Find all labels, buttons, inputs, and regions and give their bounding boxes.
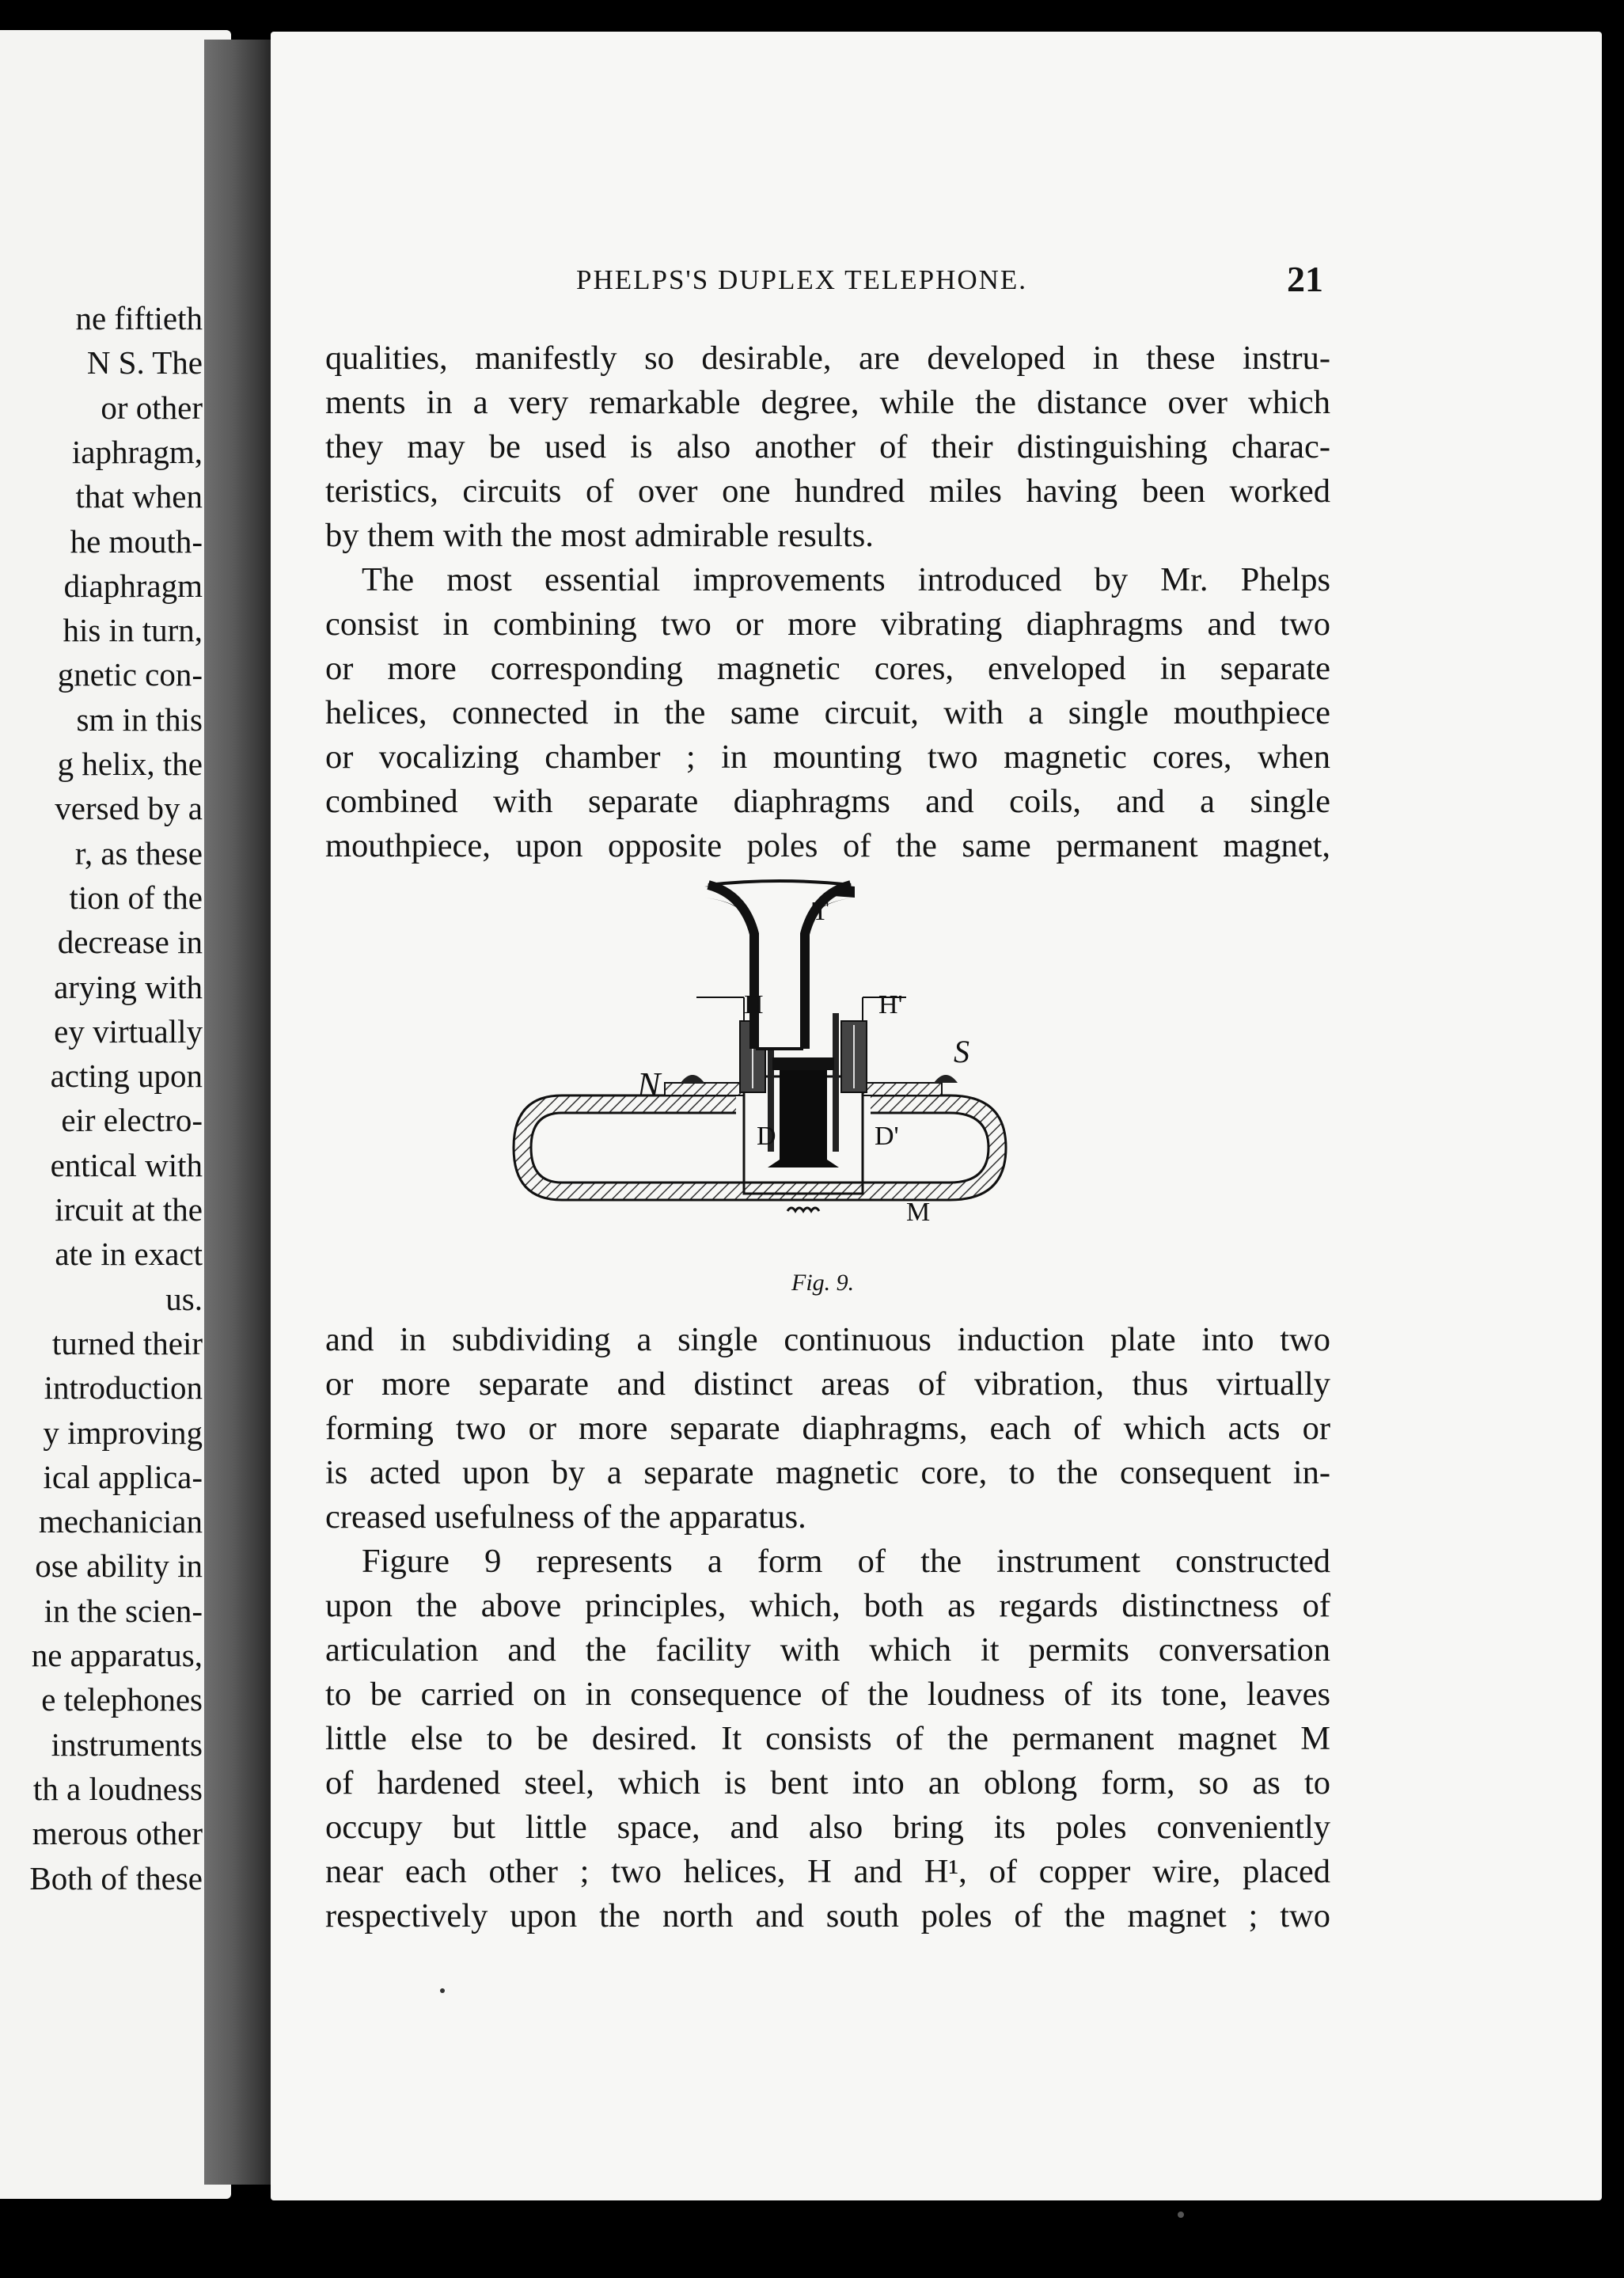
text-line: The most essential improvements introduced by Mr. Phelps xyxy=(362,561,1330,598)
left-page-line: arying with xyxy=(54,968,203,1005)
text-line: or more separate and distinct areas of vibration, thus virtually xyxy=(325,1365,1330,1403)
figure-9-duplex-telephone-diagram xyxy=(507,879,1140,1259)
left-page-line: mechanician xyxy=(38,1503,203,1540)
text-line: respectively upon the north and south poles of the magnet ; two xyxy=(325,1897,1330,1934)
paper-speck xyxy=(440,1988,445,1993)
left-page-line: in the scien- xyxy=(44,1592,203,1629)
text-line: or more corresponding magnetic cores, enveloped in separate xyxy=(325,650,1330,687)
text-line: little else to be desired. It consists of the permanent magnet M xyxy=(325,1720,1330,1757)
text-line: consist in combining two or more vibrating diaphragms and two xyxy=(325,606,1330,643)
label-M: M xyxy=(906,1198,931,1227)
paper-speck xyxy=(1178,2212,1184,2218)
left-page-line: entical with xyxy=(50,1146,203,1183)
mouthpiece-T xyxy=(708,881,851,1049)
left-page-line: sm in this xyxy=(76,700,203,738)
left-page-line: ne fiftieth xyxy=(75,300,203,336)
running-head: PHELPS'S DUPLEX TELEPHONE. xyxy=(576,264,1028,295)
book-gutter xyxy=(204,40,277,2185)
text-line: of hardened steel, which is bent into an oblong form, so as to xyxy=(325,1764,1330,1802)
text-line: is acted upon by a separate magnetic core, to the consequent in- xyxy=(325,1454,1330,1491)
text-line: and in subdividing a single continuous induction plate into two xyxy=(325,1321,1330,1358)
label-T: T xyxy=(812,897,829,926)
text-line: combined with separate diaphragms and coils, and a single xyxy=(325,783,1330,820)
left-page-line: ircuit at the xyxy=(55,1191,203,1228)
text-line: qualities, manifestly so desirable, are developed in these instru- xyxy=(325,340,1330,377)
text-line: occupy but little space, and also bring its poles conveniently xyxy=(325,1809,1330,1846)
text-line: by them with the most admirable results. xyxy=(325,517,874,554)
left-page-line: iaphragm, xyxy=(71,433,203,470)
left-page-line: eir electro- xyxy=(61,1102,203,1139)
left-page-line: introduction xyxy=(44,1369,203,1407)
left-page-line: r, as these xyxy=(74,834,203,871)
label-N: N xyxy=(637,1065,661,1104)
left-facing-page xyxy=(0,30,231,2199)
page-number: 21 xyxy=(1287,259,1323,299)
left-page-line: ate in exact xyxy=(55,1236,203,1273)
left-page-line: g helix, the xyxy=(57,746,203,782)
left-page-line: y improving xyxy=(43,1414,203,1451)
left-page-line: us. xyxy=(165,1280,203,1317)
label-H1: H' xyxy=(878,990,903,1019)
label-S: S xyxy=(954,1034,969,1069)
text-line: forming two or more separate diaphragms, each of which acts or xyxy=(325,1410,1330,1447)
left-page-line: or other xyxy=(101,389,203,426)
left-page-line: th a loudness xyxy=(32,1770,203,1807)
text-line: they may be used is also another of their distinguishing charac- xyxy=(325,428,1330,465)
left-page-line: ical applica- xyxy=(43,1458,203,1495)
left-page-line: turned their xyxy=(51,1324,203,1361)
left-page-line: e telephones xyxy=(41,1681,203,1718)
text-line: to be carried on in consequence of the loudness of its tone, leaves xyxy=(325,1676,1330,1713)
text-line: creased usefulness of the apparatus. xyxy=(325,1498,806,1536)
left-page-line: ne apparatus, xyxy=(31,1637,203,1673)
text-line: teristics, circuits of over one hundred miles having been worked xyxy=(325,473,1330,510)
left-page-line: versed by a xyxy=(55,790,203,827)
left-page-line: he mouth- xyxy=(70,522,203,560)
text-line: helices, connected in the same circuit, with a single mouthpiece xyxy=(325,694,1330,731)
left-page-line: N S. The xyxy=(86,344,203,382)
left-page-line: that when xyxy=(75,478,203,515)
left-page-line: ey virtually xyxy=(54,1012,203,1050)
left-page-line: ose ability in xyxy=(35,1547,203,1585)
left-page-line: his in turn, xyxy=(63,612,203,649)
figure-caption: Fig. 9. xyxy=(791,1270,855,1296)
text-line: upon the above principles, which, both as regards distinctness of xyxy=(325,1587,1330,1624)
label-H: H xyxy=(744,990,764,1019)
left-page-line: merous other xyxy=(32,1815,203,1852)
left-page-line: Both of these xyxy=(29,1859,203,1896)
label-D1: D' xyxy=(875,1122,899,1151)
text-line: articulation and the facility with which it permits conversation xyxy=(325,1631,1330,1669)
label-D: D xyxy=(757,1122,776,1151)
left-page-line: acting upon xyxy=(50,1057,203,1095)
text-line: near each other ; two helices, H and H¹, of copper wire, placed xyxy=(325,1853,1330,1890)
text-line: Figure 9 represents a form of the instrument constructed xyxy=(362,1543,1330,1580)
left-page-line: instruments xyxy=(51,1726,203,1763)
text-line: mouthpiece, upon opposite poles of the same permanent magnet, xyxy=(325,827,1330,864)
left-page-line: tion of the xyxy=(69,879,203,916)
text-line: or vocalizing chamber ; in mounting two magnetic cores, when xyxy=(325,738,1330,776)
left-page-line: decrease in xyxy=(57,924,203,961)
text-line: ments in a very remarkable degree, while the distance over which xyxy=(325,384,1330,421)
left-page-line: diaphragm xyxy=(63,567,203,604)
left-page-line: gnetic con- xyxy=(57,656,203,693)
